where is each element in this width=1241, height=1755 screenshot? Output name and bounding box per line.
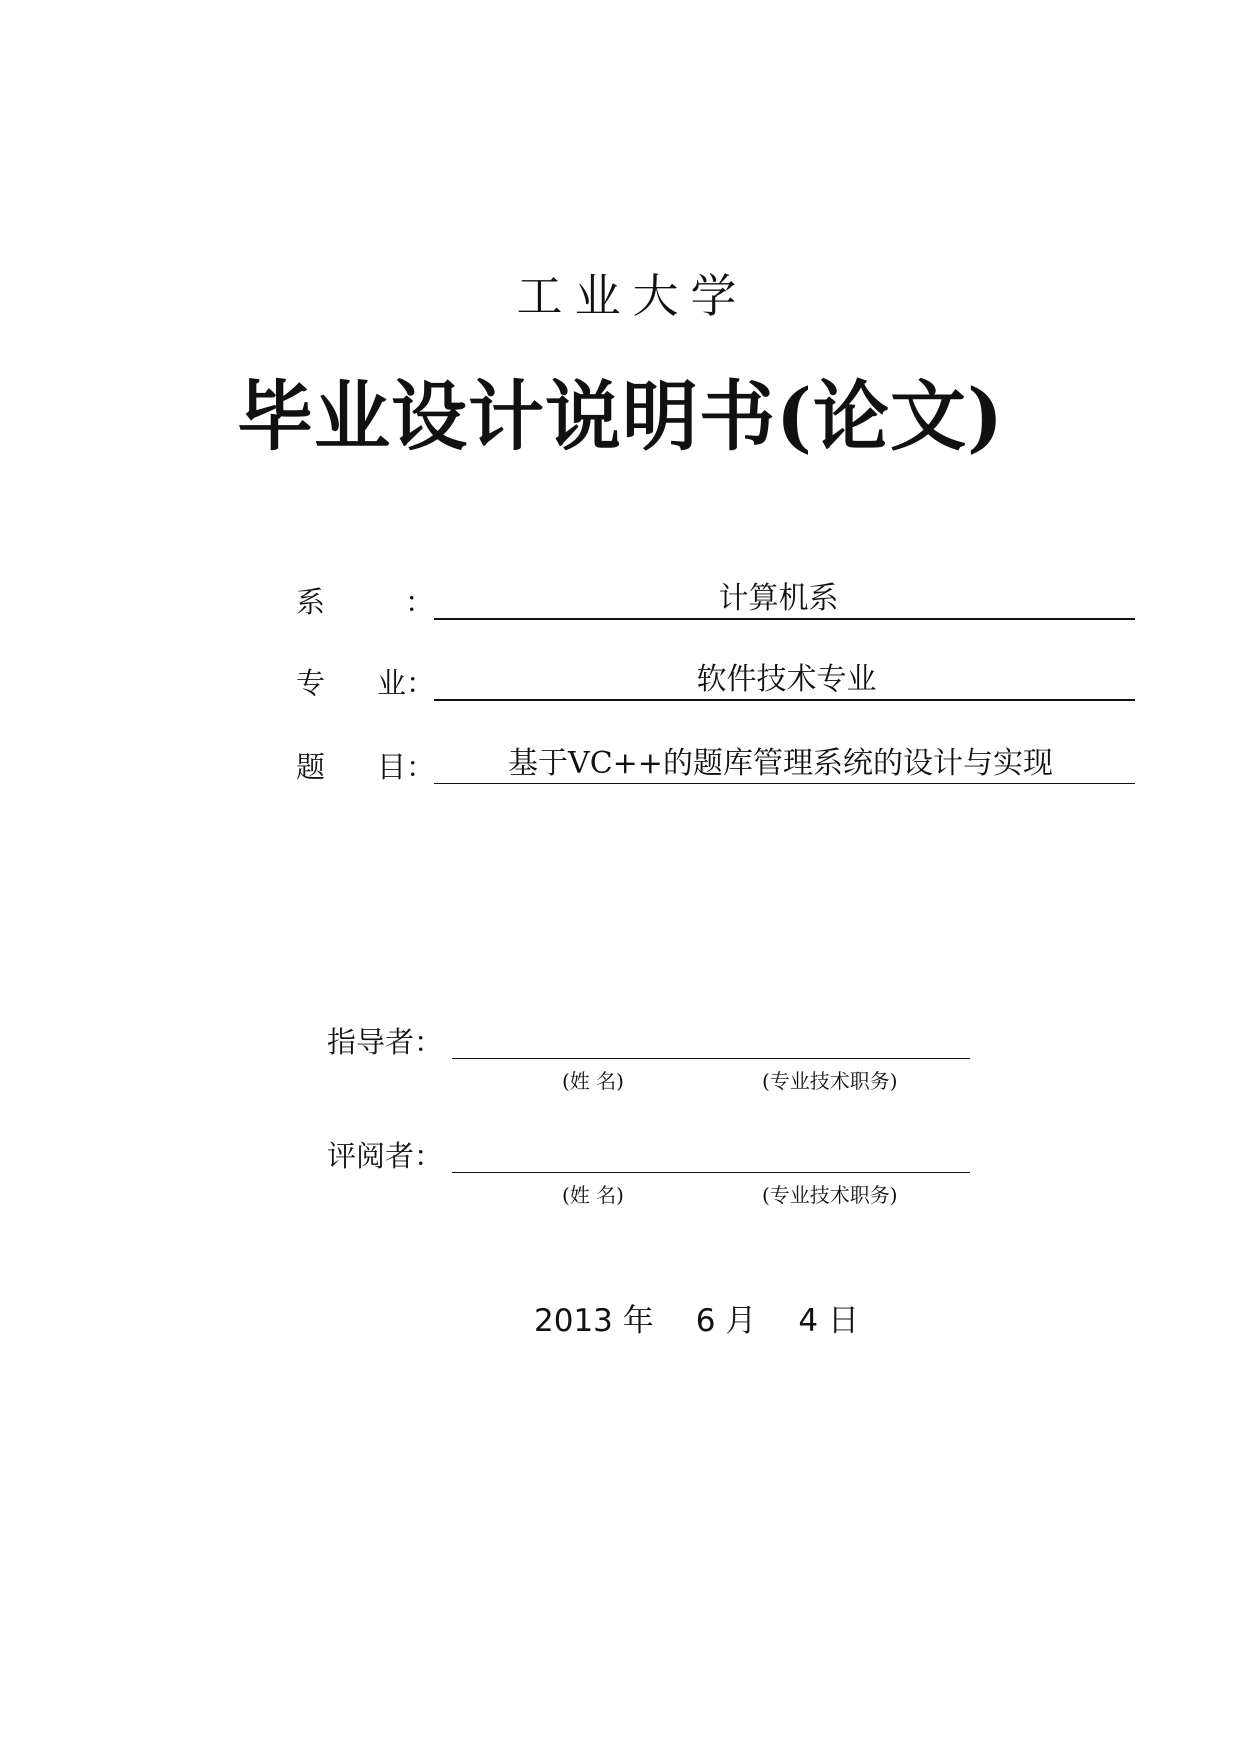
- university-name: 工业大学: [516, 269, 749, 323]
- department-field: [434, 580, 1135, 620]
- major-label: [296, 663, 435, 703]
- reviewer-title-caption: (专业技术职务): [762, 1183, 898, 1207]
- advisor-label: 指导者：: [327, 1025, 444, 1059]
- department-label: [296, 582, 434, 622]
- major-label-rest: 业：: [377, 666, 436, 700]
- topic-label-rest: 目：: [377, 750, 436, 784]
- department-label-colon: ：: [405, 585, 435, 619]
- topic-field: [434, 745, 1135, 784]
- date-day: 4: [798, 1303, 819, 1339]
- advisor-title-caption: (专业技术职务): [762, 1069, 898, 1093]
- major-value: 软件技术专业: [696, 662, 877, 697]
- department-value: 计算机系: [718, 581, 839, 616]
- date-month: 6: [695, 1303, 716, 1339]
- department-label-char: 系: [296, 585, 326, 619]
- topic-value: 基于VC++的题库管理系统的设计与实现: [508, 746, 1053, 781]
- advisor-name-caption: (姓 名): [562, 1069, 624, 1093]
- topic-label-char: 题: [296, 750, 326, 784]
- document-title: 毕业设计说明书(论文): [237, 372, 1004, 461]
- reviewer-label: 评阅者：: [327, 1139, 444, 1173]
- completion-date: [534, 1300, 859, 1342]
- reviewer-name-caption: (姓 名): [562, 1183, 624, 1207]
- date-month-unit: 月: [725, 1303, 757, 1339]
- topic-label: [296, 747, 435, 787]
- reviewer-signature-line: [452, 1134, 970, 1173]
- date-day-unit: 日: [827, 1303, 859, 1339]
- major-field: [434, 661, 1135, 701]
- major-label-char: 专: [296, 666, 326, 700]
- advisor-signature-line: [452, 1020, 970, 1059]
- date-year: 2013: [534, 1303, 613, 1339]
- date-year-unit: 年: [622, 1303, 654, 1339]
